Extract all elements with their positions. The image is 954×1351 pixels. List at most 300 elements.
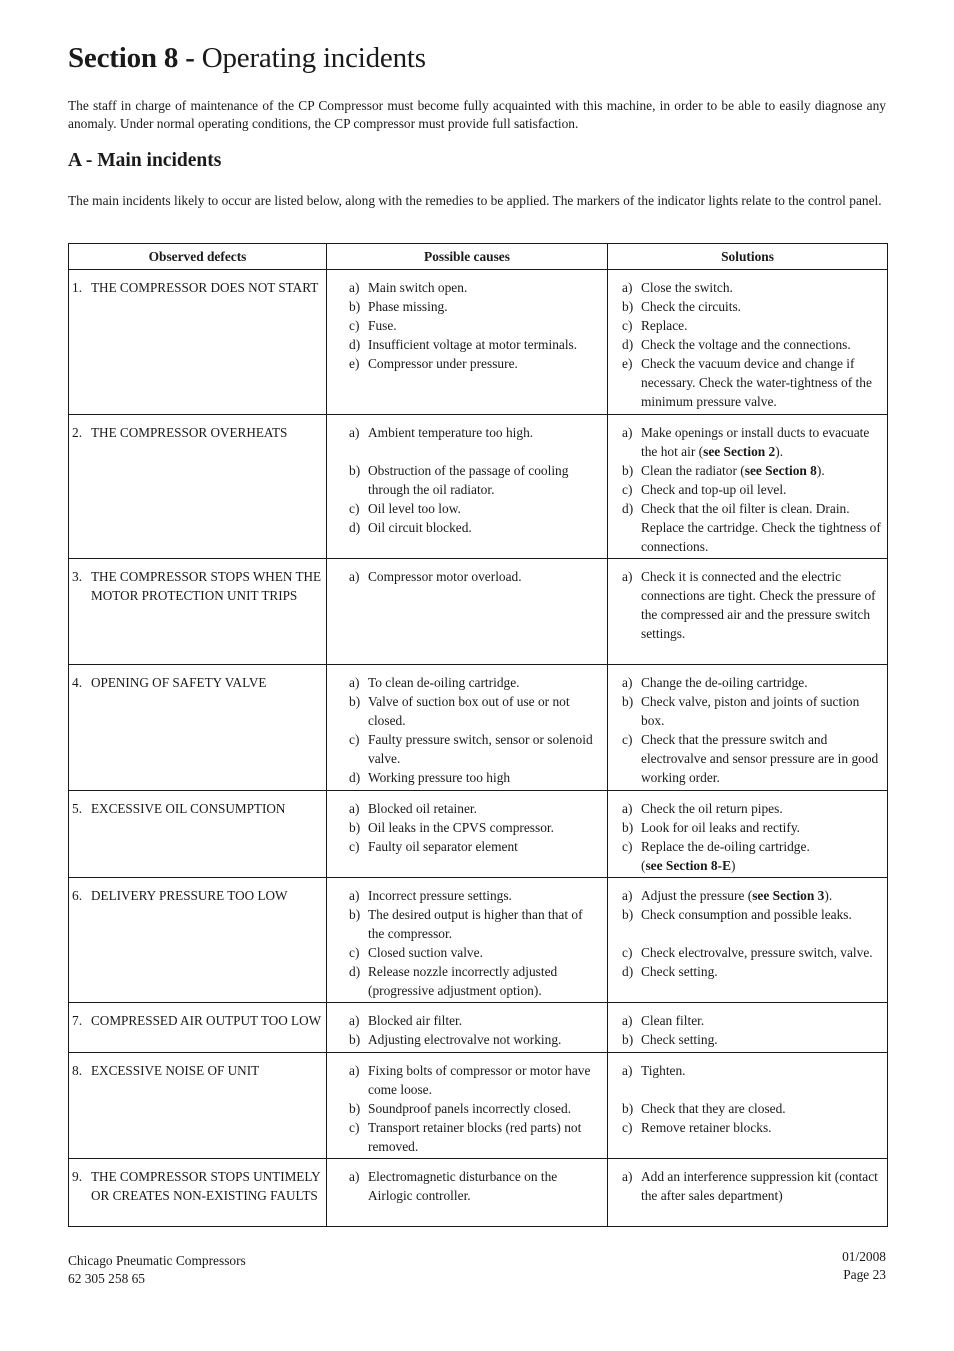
solution-item bbox=[622, 480, 885, 499]
cause-item-text-main: Adjusting electrovalve not working. bbox=[368, 1032, 562, 1047]
solution-item-text-after: ). bbox=[775, 444, 784, 459]
cause-item-text bbox=[368, 673, 601, 692]
defect-cell bbox=[69, 415, 327, 559]
cause-item-text bbox=[368, 692, 601, 730]
cause-item-text-main: Oil leaks in the CPVS compressor. bbox=[368, 820, 554, 835]
cause-item bbox=[349, 886, 601, 905]
cause-item-label: b) bbox=[349, 694, 361, 709]
cause-item-text bbox=[368, 837, 601, 856]
solution-item-label: a) bbox=[622, 888, 633, 903]
cause-item bbox=[349, 943, 601, 962]
cause-item-text bbox=[368, 1118, 601, 1156]
cause-item-text bbox=[368, 335, 601, 354]
solution-item-text-after: ) bbox=[731, 858, 736, 873]
solution-item bbox=[622, 461, 885, 480]
solution-item-label: a) bbox=[622, 280, 633, 295]
cause-item-text bbox=[368, 316, 601, 335]
causes-cell bbox=[327, 1159, 608, 1227]
cause-item bbox=[349, 316, 601, 335]
cause-item-text bbox=[368, 1167, 601, 1205]
cause-item bbox=[349, 692, 601, 730]
solutions-cell bbox=[608, 1003, 888, 1053]
solution-item-text-open: ( bbox=[641, 858, 646, 873]
cause-item-text-main: The desired output is higher than that of the compressor. bbox=[368, 907, 583, 941]
solutions-cell bbox=[608, 665, 888, 791]
cause-item-label: d) bbox=[349, 520, 361, 535]
solutions-cell bbox=[608, 878, 888, 1003]
cause-item-text-main: Working pressure too high bbox=[368, 770, 511, 785]
defect-text: DELIVERY PRESSURE TOO LOW bbox=[91, 888, 288, 903]
causes-cell bbox=[327, 415, 608, 559]
table-header-row bbox=[69, 244, 888, 270]
defect-text: THE COMPRESSOR STOPS UNTIMELY OR CREATES NON-EXISTING FAULTS bbox=[91, 1169, 321, 1203]
subsection-intro: The main incidents likely to occur are listed below, along with the remedies to be applied. The markers of the indicator lights relate to the control panel. bbox=[68, 193, 882, 208]
solution-item-text bbox=[641, 837, 885, 875]
cause-item-label: a) bbox=[349, 675, 360, 690]
solution-item bbox=[622, 1118, 885, 1137]
solution-item bbox=[622, 423, 885, 461]
solution-item-text bbox=[641, 1167, 885, 1205]
defect-text: EXCESSIVE NOISE OF UNIT bbox=[91, 1063, 260, 1078]
cause-item-text bbox=[368, 943, 601, 962]
solution-item-label: d) bbox=[622, 501, 634, 516]
table-row bbox=[69, 1159, 888, 1227]
table-row bbox=[69, 878, 888, 1003]
cause-item-text bbox=[368, 1011, 601, 1030]
cause-item-text-main: Soundproof panels incorrectly closed. bbox=[368, 1101, 572, 1116]
solution-item-text bbox=[641, 461, 885, 480]
solution-item bbox=[622, 1061, 885, 1080]
cause-item-text-main: Incorrect pressure settings. bbox=[368, 888, 512, 903]
solution-item bbox=[622, 1099, 885, 1118]
solution-item-text-main: Check that the pressure switch and electrovalve and sensor pressure are in good working order. bbox=[641, 732, 879, 785]
defect-number: 3. bbox=[72, 569, 83, 584]
cause-item-text-main: Oil level too low. bbox=[368, 501, 461, 516]
solution-item-text-after: ). bbox=[824, 888, 833, 903]
cause-item bbox=[349, 768, 601, 787]
cause-item-label: c) bbox=[349, 839, 360, 854]
cause-item-text-main: Faulty pressure switch, sensor or solenoid valve. bbox=[368, 732, 593, 766]
solution-item-text-main: Check the oil return pipes. bbox=[641, 801, 783, 816]
solution-spacer bbox=[622, 1080, 885, 1099]
cause-item-label: b) bbox=[349, 1032, 361, 1047]
cause-item-label: c) bbox=[349, 945, 360, 960]
cause-item-text bbox=[368, 768, 601, 787]
solution-item-text bbox=[641, 886, 885, 905]
defect-cell bbox=[69, 1159, 327, 1227]
solution-item-label: b) bbox=[622, 694, 634, 709]
cause-spacer bbox=[349, 442, 601, 461]
solution-item-text-main: Remove retainer blocks. bbox=[641, 1120, 772, 1135]
solution-item-label: b) bbox=[622, 299, 634, 314]
solution-item-text-main: Add an interference suppression kit (contact the after sales department) bbox=[641, 1169, 878, 1203]
solution-item-text-main: Check that they are closed. bbox=[641, 1101, 786, 1116]
cause-item bbox=[349, 799, 601, 818]
cause-item-label: d) bbox=[349, 770, 361, 785]
cause-item-text bbox=[368, 423, 601, 442]
cause-item-label: a) bbox=[349, 888, 360, 903]
table-row bbox=[69, 415, 888, 559]
solution-item-label: a) bbox=[622, 801, 633, 816]
cause-item bbox=[349, 354, 601, 373]
cause-item-text bbox=[368, 518, 601, 537]
solution-item-text bbox=[641, 673, 885, 692]
cause-item bbox=[349, 499, 601, 518]
solution-item-text-after: ). bbox=[816, 463, 825, 478]
solution-item-text bbox=[641, 567, 885, 643]
causes-cell bbox=[327, 665, 608, 791]
cause-item-label: a) bbox=[349, 425, 360, 440]
solution-item bbox=[622, 673, 885, 692]
defect-cell bbox=[69, 559, 327, 665]
defect-entry bbox=[72, 673, 322, 692]
cause-item-text-main: Blocked air filter. bbox=[368, 1013, 463, 1028]
solution-item-label: b) bbox=[622, 463, 634, 478]
solution-item bbox=[622, 1167, 885, 1205]
cause-item-label: b) bbox=[349, 907, 361, 922]
cause-item-text bbox=[368, 461, 601, 499]
solution-item-text bbox=[641, 692, 885, 730]
table-row bbox=[69, 791, 888, 878]
solution-item-text-main: Check consumption and possible leaks. bbox=[641, 907, 852, 922]
defect-text: EXCESSIVE OIL CONSUMPTION bbox=[91, 801, 286, 816]
cause-item-text-main: Main switch open. bbox=[368, 280, 468, 295]
table-row bbox=[69, 665, 888, 791]
cause-item-text bbox=[368, 1099, 601, 1118]
solution-item-label: a) bbox=[622, 1013, 633, 1028]
table-row bbox=[69, 1003, 888, 1053]
cause-item bbox=[349, 518, 601, 537]
cause-item-text-main: Fuse. bbox=[368, 318, 397, 333]
cause-item bbox=[349, 1167, 601, 1205]
cause-item-label: d) bbox=[349, 337, 361, 352]
solution-item bbox=[622, 567, 885, 643]
solution-item-label: a) bbox=[622, 1169, 633, 1184]
cause-item bbox=[349, 1030, 601, 1049]
cause-item-text-main: Compressor motor overload. bbox=[368, 569, 522, 584]
solution-item-text-main: Check it is connected and the electric connections are tight. Check the pressure of the compressed air and the pressure switch settings. bbox=[641, 569, 876, 641]
defect-cell bbox=[69, 878, 327, 1003]
footer-date: 01/2008 bbox=[842, 1249, 886, 1264]
section-label: Section 8 - bbox=[68, 42, 195, 74]
intro-paragraph: The staff in charge of maintenance of the CP Compressor must become fully acquainted with this machine, in order to be able to easily diagnose any anomaly. Under normal operating conditions, the CP compressor must provide full satisfaction. bbox=[68, 98, 886, 131]
cause-item-label: c) bbox=[349, 732, 360, 747]
solution-item-text-main: Check the voltage and the connections. bbox=[641, 337, 851, 352]
cause-item-text-main: Release nozzle incorrectly adjusted (progressive adjustment option). bbox=[368, 964, 558, 998]
solution-item-label: c) bbox=[622, 839, 633, 854]
cause-item-label: a) bbox=[349, 569, 360, 584]
solution-item-text bbox=[641, 1030, 885, 1049]
solution-item-text-main: Tighten. bbox=[641, 1063, 686, 1078]
cause-item bbox=[349, 278, 601, 297]
solution-item bbox=[622, 730, 885, 787]
solutions-cell bbox=[608, 1053, 888, 1159]
solution-item-text-main: Look for oil leaks and rectify. bbox=[641, 820, 801, 835]
solution-item-text-main: Check and top-up oil level. bbox=[641, 482, 787, 497]
solution-item bbox=[622, 799, 885, 818]
cause-item bbox=[349, 818, 601, 837]
solution-item-section-ref: see Section 3 bbox=[752, 888, 825, 903]
defect-number: 1. bbox=[72, 280, 83, 295]
defect-entry bbox=[72, 799, 322, 818]
table-row bbox=[69, 1053, 888, 1159]
defect-entry bbox=[72, 278, 322, 297]
solution-item-text-main: Adjust the pressure ( bbox=[641, 888, 753, 903]
solution-item bbox=[622, 297, 885, 316]
defect-number: 7. bbox=[72, 1013, 83, 1028]
cause-item bbox=[349, 297, 601, 316]
cause-item bbox=[349, 962, 601, 1000]
section-title: Operating incidents bbox=[201, 42, 426, 74]
solution-item-text-main: Close the switch. bbox=[641, 280, 733, 295]
solution-item-text bbox=[641, 297, 885, 316]
cause-item bbox=[349, 461, 601, 499]
cause-item-text-main: Transport retainer blocks (red parts) not removed. bbox=[368, 1120, 582, 1154]
cause-item-text-main: Compressor under pressure. bbox=[368, 356, 518, 371]
solution-item-text bbox=[641, 1011, 885, 1030]
solution-item-section-ref: see Section 2 bbox=[703, 444, 776, 459]
solutions-cell bbox=[608, 1159, 888, 1227]
defect-number: 4. bbox=[72, 675, 83, 690]
solution-item-label: c) bbox=[622, 482, 633, 497]
cause-item-text bbox=[368, 730, 601, 768]
defect-text: COMPRESSED AIR OUTPUT TOO LOW bbox=[91, 1013, 322, 1028]
solution-item-text bbox=[641, 943, 885, 962]
cause-item-label: b) bbox=[349, 299, 361, 314]
cause-item-text-main: Electromagnetic disturbance on the Airlogic controller. bbox=[368, 1169, 558, 1203]
defect-number: 9. bbox=[72, 1169, 83, 1184]
defect-cell bbox=[69, 270, 327, 415]
solution-item bbox=[622, 886, 885, 905]
solution-item-text bbox=[641, 799, 885, 818]
solution-item-text bbox=[641, 1099, 885, 1118]
solution-item-text-main: Check electrovalve, pressure switch, valve. bbox=[641, 945, 873, 960]
cause-item-text bbox=[368, 818, 601, 837]
solution-item-label: a) bbox=[622, 569, 633, 584]
footer-page-number: Page 23 bbox=[843, 1267, 886, 1282]
cause-item-text bbox=[368, 567, 601, 586]
solution-item bbox=[622, 837, 885, 875]
solution-item-label: a) bbox=[622, 425, 633, 440]
defect-entry bbox=[72, 1011, 322, 1030]
footer-doc-number: 62 305 258 65 bbox=[68, 1271, 145, 1286]
solution-item-text bbox=[641, 905, 885, 924]
solution-item-text bbox=[641, 354, 885, 411]
cause-item-label: c) bbox=[349, 318, 360, 333]
solution-item bbox=[622, 962, 885, 981]
solution-item-label: e) bbox=[622, 356, 633, 371]
cause-item bbox=[349, 335, 601, 354]
solution-item bbox=[622, 335, 885, 354]
cause-item-label: a) bbox=[349, 1063, 360, 1078]
cause-item bbox=[349, 423, 601, 442]
solution-item bbox=[622, 1011, 885, 1030]
cause-item-text-main: Closed suction valve. bbox=[368, 945, 483, 960]
defect-entry bbox=[72, 423, 322, 442]
solution-item-label: a) bbox=[622, 675, 633, 690]
cause-item-text-main: Insufficient voltage at motor terminals. bbox=[368, 337, 578, 352]
cause-item bbox=[349, 1011, 601, 1030]
solution-item bbox=[622, 905, 885, 924]
incidents-table bbox=[68, 243, 888, 1227]
defect-text: THE COMPRESSOR OVERHEATS bbox=[91, 425, 288, 440]
cause-item-text bbox=[368, 799, 601, 818]
solution-item-text bbox=[641, 1118, 885, 1137]
cause-item-text-main: Fixing bolts of compressor or motor have come loose. bbox=[368, 1063, 591, 1097]
solution-item-text bbox=[641, 730, 885, 787]
solution-item-text bbox=[641, 480, 885, 499]
footer-company: Chicago Pneumatic Compressors bbox=[68, 1253, 246, 1268]
cause-item bbox=[349, 1118, 601, 1156]
solutions-cell bbox=[608, 791, 888, 878]
solution-item-text-main: Check the vacuum device and change if necessary. Check the water-tightness of the minimum pressure valve. bbox=[641, 356, 872, 409]
solution-item-text bbox=[641, 316, 885, 335]
solution-item-label: b) bbox=[622, 820, 634, 835]
cause-item-label: a) bbox=[349, 801, 360, 816]
solution-item bbox=[622, 818, 885, 837]
solution-item-text-main: Check the circuits. bbox=[641, 299, 742, 314]
defect-number: 6. bbox=[72, 888, 83, 903]
solution-item bbox=[622, 354, 885, 411]
solution-item-text bbox=[641, 818, 885, 837]
defect-number: 2. bbox=[72, 425, 83, 440]
solution-item-label: b) bbox=[622, 907, 634, 922]
solution-item-label: a) bbox=[622, 1063, 633, 1078]
cause-item bbox=[349, 1061, 601, 1099]
solution-item-text-main: Replace. bbox=[641, 318, 688, 333]
defect-entry bbox=[72, 567, 322, 605]
cause-item bbox=[349, 673, 601, 692]
solution-item-text-main: Check setting. bbox=[641, 964, 718, 979]
causes-cell bbox=[327, 270, 608, 415]
cause-item-text-main: Phase missing. bbox=[368, 299, 448, 314]
cause-item-label: b) bbox=[349, 463, 361, 478]
solutions-cell bbox=[608, 415, 888, 559]
solution-item bbox=[622, 316, 885, 335]
cause-item-text bbox=[368, 354, 601, 373]
cause-item bbox=[349, 1099, 601, 1118]
solution-item-text bbox=[641, 278, 885, 297]
defect-cell bbox=[69, 665, 327, 791]
header-possible-causes: Possible causes bbox=[327, 244, 608, 270]
solution-item-label: c) bbox=[622, 318, 633, 333]
solution-item-text bbox=[641, 335, 885, 354]
footer-left bbox=[68, 1252, 246, 1288]
causes-cell bbox=[327, 791, 608, 878]
defect-entry bbox=[72, 1167, 322, 1205]
table-row bbox=[69, 559, 888, 665]
cause-item-label: a) bbox=[349, 280, 360, 295]
defect-cell bbox=[69, 1053, 327, 1159]
table-row bbox=[69, 270, 888, 415]
defect-text: THE COMPRESSOR DOES NOT START bbox=[91, 280, 319, 295]
solution-item bbox=[622, 278, 885, 297]
solution-item bbox=[622, 499, 885, 556]
cause-item-text bbox=[368, 1061, 601, 1099]
solution-item-section-ref: see Section 8 bbox=[744, 463, 817, 478]
solution-item bbox=[622, 692, 885, 730]
defect-number: 5. bbox=[72, 801, 83, 816]
defect-text: THE COMPRESSOR STOPS WHEN THE MOTOR PROTECTION UNIT TRIPS bbox=[91, 569, 322, 603]
causes-cell bbox=[327, 1003, 608, 1053]
solutions-cell bbox=[608, 270, 888, 415]
cause-item-text-main: Ambient temperature too high. bbox=[368, 425, 534, 440]
solution-item-text-main: Check valve, piston and joints of suction box. bbox=[641, 694, 860, 728]
cause-item-text-main: Valve of suction box out of use or not closed. bbox=[368, 694, 570, 728]
solution-item-label: b) bbox=[622, 1032, 634, 1047]
defect-entry bbox=[72, 1061, 322, 1080]
defect-cell bbox=[69, 791, 327, 878]
subsection-title: A - Main incidents bbox=[68, 150, 222, 171]
cause-item-label: b) bbox=[349, 820, 361, 835]
cause-item-text-main: To clean de-oiling cartridge. bbox=[368, 675, 520, 690]
cause-item-text-main: Obstruction of the passage of cooling through the oil radiator. bbox=[368, 463, 569, 497]
cause-item bbox=[349, 567, 601, 586]
cause-item-text bbox=[368, 962, 601, 1000]
page-title bbox=[68, 40, 426, 76]
solution-item-text bbox=[641, 499, 885, 556]
solution-item-text bbox=[641, 1061, 885, 1080]
cause-item bbox=[349, 905, 601, 943]
cause-item-text bbox=[368, 886, 601, 905]
cause-item-label: a) bbox=[349, 1013, 360, 1028]
solution-spacer bbox=[622, 924, 885, 943]
defect-number: 8. bbox=[72, 1063, 83, 1078]
cause-item-text bbox=[368, 1030, 601, 1049]
solution-item-text bbox=[641, 962, 885, 981]
solution-item-text-main: Clean filter. bbox=[641, 1013, 705, 1028]
solution-item-text-main: Check setting. bbox=[641, 1032, 718, 1047]
cause-item-text bbox=[368, 499, 601, 518]
cause-item-label: b) bbox=[349, 1101, 361, 1116]
solution-item-label: c) bbox=[622, 732, 633, 747]
solution-item-label: d) bbox=[622, 964, 634, 979]
cause-item-label: c) bbox=[349, 501, 360, 516]
footer-right bbox=[842, 1248, 886, 1284]
cause-item-label: d) bbox=[349, 964, 361, 979]
cause-item bbox=[349, 730, 601, 768]
incident-rows bbox=[69, 270, 888, 1227]
solution-item-text-main: Make openings or install ducts to evacuate the hot air ( bbox=[641, 425, 870, 459]
causes-cell bbox=[327, 1053, 608, 1159]
solution-item-label: c) bbox=[622, 1120, 633, 1135]
cause-item-label: c) bbox=[349, 1120, 360, 1135]
cause-item-label: a) bbox=[349, 1169, 360, 1184]
solution-item-text-main: Clean the radiator ( bbox=[641, 463, 745, 478]
solution-item-section-ref: see Section 8-E bbox=[645, 858, 732, 873]
header-observed-defects: Observed defects bbox=[69, 244, 327, 270]
solution-item-label: b) bbox=[622, 1101, 634, 1116]
cause-item-text-main: Blocked oil retainer. bbox=[368, 801, 477, 816]
header-solutions: Solutions bbox=[608, 244, 888, 270]
solution-item-label: d) bbox=[622, 337, 634, 352]
solution-item-text-main: Change the de-oiling cartridge. bbox=[641, 675, 808, 690]
solutions-cell bbox=[608, 559, 888, 665]
cause-item-text-main: Faulty oil separator element bbox=[368, 839, 518, 854]
causes-cell bbox=[327, 559, 608, 665]
cause-item-text-main: Oil circuit blocked. bbox=[368, 520, 472, 535]
solution-item-text bbox=[641, 423, 885, 461]
defect-text: OPENING OF SAFETY VALVE bbox=[91, 675, 267, 690]
solution-item-label: c) bbox=[622, 945, 633, 960]
solution-item-text-main: Check that the oil filter is clean. Drain. Replace the cartridge. Check the tightness of connections. bbox=[641, 501, 881, 554]
solution-item-text-main: Replace the de-oiling cartridge. bbox=[641, 839, 810, 854]
cause-item-label: e) bbox=[349, 356, 360, 371]
cause-item bbox=[349, 837, 601, 856]
defect-entry bbox=[72, 886, 322, 905]
causes-cell bbox=[327, 878, 608, 1003]
solution-item bbox=[622, 943, 885, 962]
